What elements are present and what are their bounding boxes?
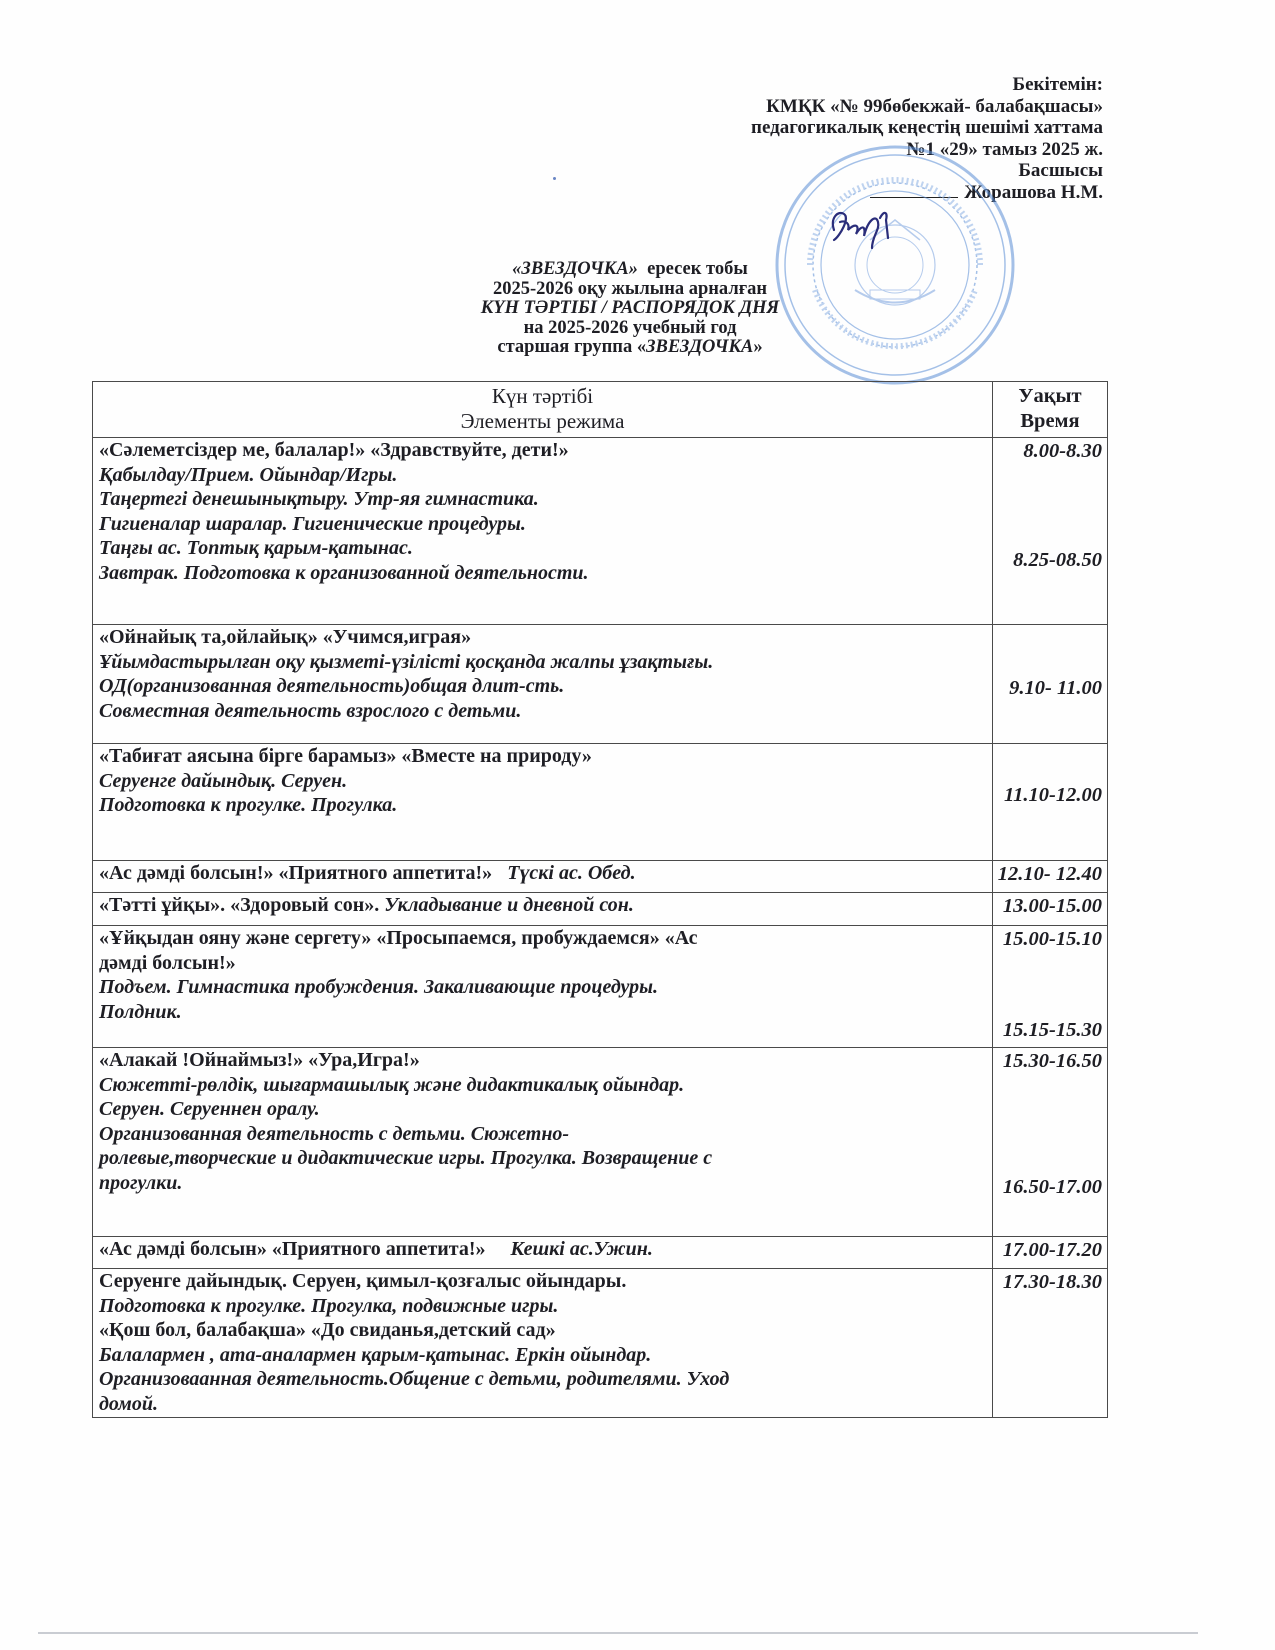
approval-signatory: Жорашова Н.М. (964, 181, 1103, 203)
scan-edge-divider (38, 1632, 1198, 1634)
activity-cell (93, 438, 993, 625)
table-row (93, 438, 1108, 625)
column-header-elements-kz: Күн тәртібі (491, 384, 594, 408)
activity-detail: Организованная деятельность с детьми. Сюжетно- (99, 1122, 570, 1145)
academic-year-ru: на 2025-2026 учебный год (523, 317, 737, 338)
time-value: 17.00-17.20 (1002, 1239, 1102, 1261)
schedule-title: КҮН ТӘРТІБІ / РАСПОРЯДОК ДНЯ (480, 298, 780, 319)
activity-line (99, 893, 986, 918)
activity-detail: прогулки. (99, 1171, 183, 1194)
activity-line (99, 1237, 986, 1262)
activity-detail: Серуенге дайындық. Серуен. (99, 769, 348, 792)
table-row (93, 893, 1108, 926)
table-row (93, 926, 1108, 1048)
column-header-elements (93, 382, 993, 438)
time-value: 8.00-8.30 (1023, 440, 1102, 462)
time-cell (993, 625, 1108, 744)
approval-heading: Бекітемін: (1012, 74, 1103, 95)
column-header-time (993, 382, 1108, 438)
activity-title: «Қош бол, балабақша» «До свиданья,детский сад» (99, 1319, 556, 1342)
approval-position: Басшысы (1018, 160, 1103, 181)
activity-detail: Таңертегі денешынықтыру. Утр-яя гимнастика. (99, 488, 539, 511)
activity-detail: ОД(организованная деятельность)общая длит-сть. (99, 675, 565, 698)
column-header-time-kz: Уақыт (1018, 385, 1082, 407)
activity-detail: домой. (99, 1392, 158, 1415)
activity-cell (93, 625, 993, 744)
scan-speck (553, 177, 556, 180)
activity-title: «Алакай !Ойнаймыз!» «Ура,Игра!» (99, 1049, 420, 1071)
table-row (93, 1237, 1108, 1269)
time-cell (993, 1237, 1108, 1269)
activity-detail: ролевые,творческие и дидактические игры. Прогулка. Возвращение с (99, 1147, 713, 1170)
activity-detail: Подготовка к прогулке. Прогулка, подвижные игры. (99, 1294, 559, 1317)
activity-title: «Табиғат аясына бірге барамыз» «Вместе на природу» (99, 745, 592, 767)
time-cell (993, 1269, 1108, 1418)
activity-cell (93, 1237, 993, 1269)
column-header-time-ru: Время (1020, 410, 1080, 432)
activity-detail: Таңғы ас. Топтық қарым-қатынас. (99, 537, 413, 560)
time-value: 12.10- 12.40 (997, 863, 1102, 885)
activity-title: дәмді болсын!» (99, 951, 236, 974)
time-value: 15.30-16.50 (1002, 1050, 1102, 1072)
document-titles (300, 260, 960, 358)
signature-icon (826, 200, 906, 250)
activity-title: Серуенге дайындық. Серуен, қимыл-қозғалыс ойындары. (99, 1270, 627, 1292)
activity-detail: Гигиеналар шаралар. Гигиенические процедуры. (99, 512, 526, 535)
time-value: 13.00-15.00 (1002, 895, 1102, 917)
activity-detail: Завтрак. Подготовка к организованной деятельности. (99, 561, 589, 584)
activity-title: «Ас дәмді болсын» «Приятного аппетита!» (99, 1238, 486, 1260)
time-cell (993, 861, 1108, 893)
table-header-row (93, 382, 1108, 438)
group-title-kz (300, 260, 960, 280)
activity-title: «Сәлеметсіздер ме, балалар!» «Здравствуйте, дети!» (99, 439, 569, 461)
table-row (93, 861, 1108, 893)
group-suffix-ru: » (753, 337, 763, 358)
activity-title: «Тәтті ұйқы». «Здоровый сон». (99, 894, 380, 916)
activity-detail: Совместная деятельность взрослого с детьми. (99, 699, 522, 722)
activity-detail: Ұйымдастырылған оқу қызметі-үзілісті қосқанда жалпы ұзақтығы. (99, 650, 714, 673)
daily-schedule-table (92, 381, 1108, 1418)
approval-protocol-date: №1 «29» тамыз 2025 ж. (906, 138, 1103, 160)
approval-council-decision: педагогикалық кеңестің шешімі хаттама (751, 117, 1103, 138)
time-value: 11.10-12.00 (1004, 784, 1102, 806)
activity-title: «Ұйқыдан ояну және сергету» «Просыпаемся, пробуждаемся» «Ас (99, 927, 698, 949)
activity-detail: Түскі ас. Обед. (507, 862, 636, 884)
activity-detail: Серуен. Серуеннен оралу. (99, 1098, 320, 1121)
activity-cell (93, 1048, 993, 1237)
time-cell (993, 893, 1108, 926)
approval-block (543, 74, 1103, 203)
signature-line (870, 183, 958, 198)
approval-signature-row (543, 182, 1103, 204)
activity-cell (93, 893, 993, 926)
activity-detail: Кешкі ас.Ужин. (510, 1238, 653, 1260)
time-cell (993, 744, 1108, 861)
activity-cell (93, 926, 993, 1048)
approval-organization: КМҚК «№ 99бөбекжай- балабақшасы» (766, 95, 1103, 117)
activity-title: «Ас дәмді болсын!» «Приятного аппетита!» (99, 862, 493, 884)
time-value: 15.15-15.30 (1002, 1019, 1102, 1041)
time-value: 9.10- 11.00 (1009, 677, 1102, 699)
column-header-elements-ru: Элементы режима (460, 409, 625, 433)
table-row (93, 625, 1108, 744)
group-title-ru (300, 338, 960, 358)
time-value: 16.50-17.00 (1002, 1176, 1102, 1198)
activity-detail: Организоваанная деятельность.Общение с детьми, родителями. Уход (99, 1368, 730, 1391)
group-suffix-kz: ересек тобы (647, 259, 748, 279)
time-cell (993, 926, 1108, 1048)
time-value: 17.30-18.30 (1002, 1271, 1102, 1293)
activity-detail: Қабылдау/Прием. Ойындар/Игры. (99, 463, 398, 486)
activity-title: «Ойнайық та,ойлайық» «Учимся,играя» (99, 626, 472, 648)
group-name-ru: ЗВЕЗДОЧКА (646, 337, 754, 358)
group-prefix-ru: старшая группа « (497, 337, 647, 358)
activity-detail: Полдник. (99, 1000, 182, 1023)
group-name-kz: «ЗВЕЗДОЧКА» (512, 259, 638, 279)
time-cell (993, 1048, 1108, 1237)
table-row (93, 744, 1108, 861)
activity-detail: Укладывание и дневной сон. (384, 894, 634, 916)
academic-year-kz: 2025-2026 оқу жылына арналған (492, 278, 768, 299)
activity-cell (93, 744, 993, 861)
activity-cell (93, 1269, 993, 1418)
activity-detail: Подъем. Гимнастика пробуждения. Закаливающие процедуры. (99, 976, 659, 999)
time-cell (993, 438, 1108, 625)
activity-line (99, 861, 986, 886)
table-row (93, 1269, 1108, 1418)
activity-cell (93, 861, 993, 893)
table-row (93, 1048, 1108, 1237)
time-value: 8.25-08.50 (1013, 549, 1102, 571)
time-value: 15.00-15.10 (1002, 928, 1102, 950)
activity-detail: Сюжетті-рөлдік, шығармашылық және дидактикалық ойындар. (99, 1073, 685, 1096)
activity-detail: Балалармен , ата-аналармен қарым-қатынас. Еркін ойындар. (99, 1343, 652, 1366)
activity-detail: Подготовка к прогулке. Прогулка. (99, 794, 398, 817)
